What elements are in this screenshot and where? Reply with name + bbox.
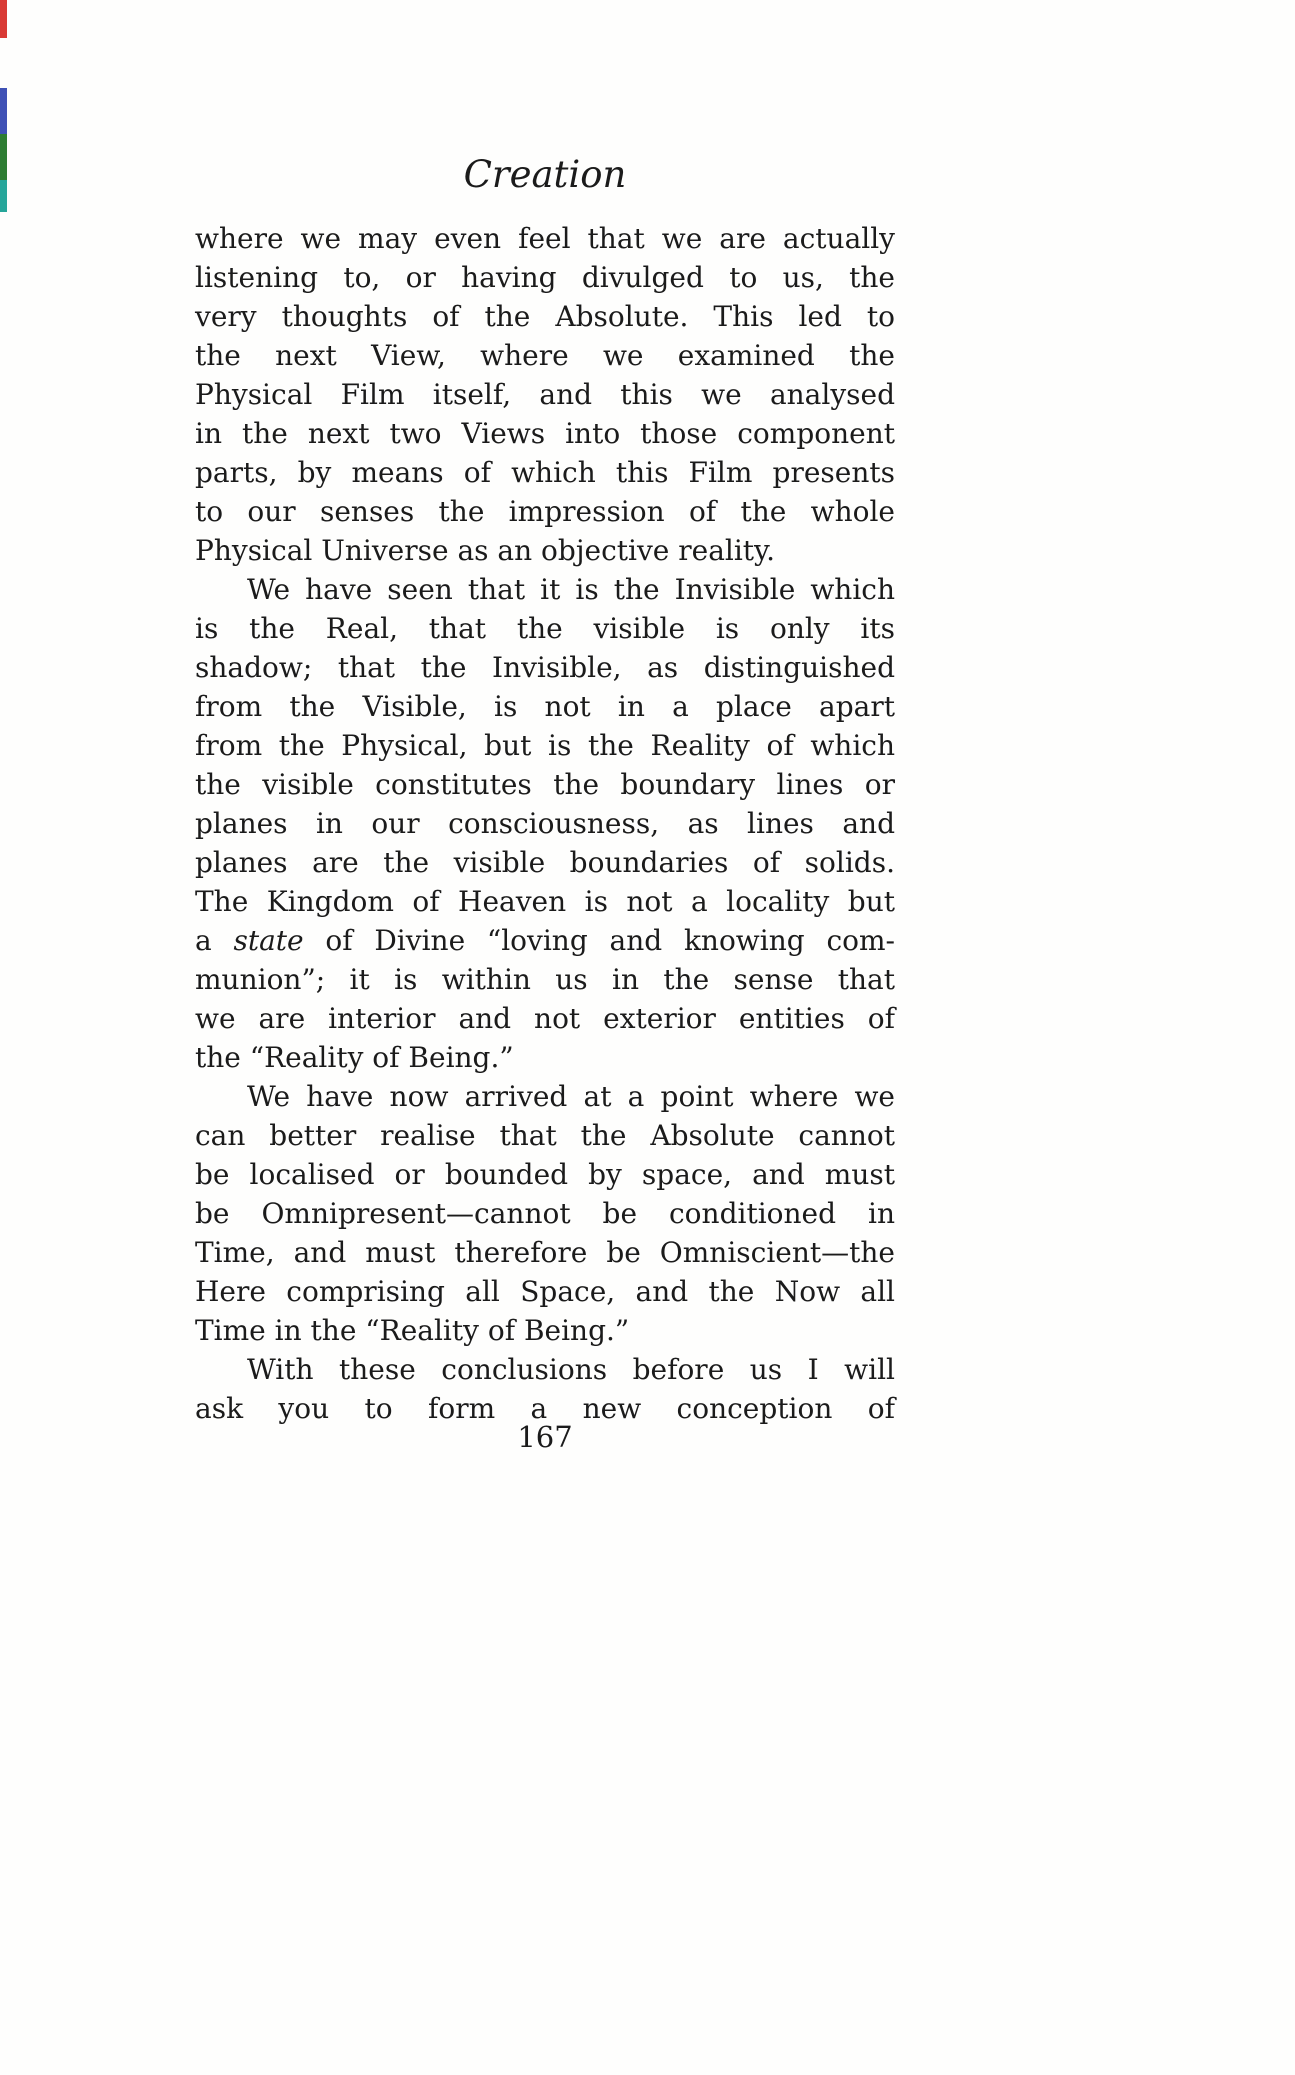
text-segment: in the next two Views into those component: [195, 417, 895, 450]
text-line: [195, 1233, 895, 1272]
text-segment: is the Real, that the visible is only its: [195, 612, 895, 645]
text-segment: The Kingdom of Heaven is not a locality but: [195, 885, 895, 918]
text-line: [195, 1272, 895, 1311]
text-line: [195, 1038, 895, 1077]
text-line: [195, 219, 895, 258]
text-line: [195, 531, 895, 570]
text-segment: where we may even feel that we are actually: [195, 222, 895, 255]
body-text: [195, 219, 895, 1428]
text-line: [195, 648, 895, 687]
text-line: [195, 1194, 895, 1233]
text-segment: be Omnipresent—cannot be conditioned in: [195, 1197, 895, 1230]
text-line: [195, 492, 895, 531]
text-line: [195, 765, 895, 804]
text-segment: planes are the visible boundaries of solids.: [195, 846, 895, 879]
text-segment: Time, and must therefore be Omniscient—the: [195, 1236, 895, 1269]
text-line: [195, 336, 895, 375]
text-line: [195, 1350, 895, 1389]
text-segment: the visible constitutes the boundary lines or: [195, 768, 895, 801]
text-segment: Time in the “Reality of Being.”: [195, 1314, 630, 1347]
edge-color-segment: [0, 180, 7, 212]
text-segment: can better realise that the Absolute cannot: [195, 1119, 895, 1152]
text-segment: a: [195, 924, 234, 957]
text-segment: from the Physical, but is the Reality of which: [195, 729, 895, 762]
text-line: [195, 609, 895, 648]
text-line: [195, 297, 895, 336]
text-line: [195, 804, 895, 843]
edge-color-segment: [0, 0, 7, 38]
scan-edge-color-strip: [0, 0, 7, 2075]
text-segment: shadow; that the Invisible, as distinguished: [195, 651, 895, 684]
text-segment: the “Reality of Being.”: [195, 1041, 514, 1074]
text-line: [195, 882, 895, 921]
page-number: 167: [517, 1420, 573, 1454]
text-line: [195, 1077, 895, 1116]
text-segment: Physical Film itself, and this we analysed: [195, 378, 895, 411]
text-segment: We have now arrived at a point where we: [247, 1080, 895, 1113]
running-header: Creation: [463, 153, 627, 196]
text-segment: listening to, or having divulged to us, the: [195, 261, 895, 294]
text-segment: very thoughts of the Absolute. This led to: [195, 300, 895, 333]
text-segment: be localised or bounded by space, and must: [195, 1158, 895, 1191]
text-segment: parts, by means of which this Film presents: [195, 456, 895, 489]
text-segment: we are interior and not exterior entities of: [195, 1002, 895, 1035]
text-line: [195, 1116, 895, 1155]
edge-color-segment: [0, 134, 7, 180]
text-segment: Physical Universe as an objective reality.: [195, 534, 776, 567]
text-line: [195, 258, 895, 297]
text-line: [195, 687, 895, 726]
text-line: [195, 843, 895, 882]
italic-text-segment: state: [233, 924, 304, 957]
edge-color-segment: [0, 88, 7, 134]
text-line: [195, 726, 895, 765]
text-segment: With these conclusions before us I will: [247, 1353, 895, 1386]
text-line: [195, 960, 895, 999]
text-line: [195, 1155, 895, 1194]
text-line: [195, 414, 895, 453]
text-line: [195, 570, 895, 609]
text-segment: from the Visible, is not in a place apart: [195, 690, 895, 723]
text-line: [195, 1311, 895, 1350]
text-segment: ask you to form a new conception of: [195, 1392, 895, 1425]
text-segment: to our senses the impression of the whole: [195, 495, 895, 528]
text-segment: planes in our consciousness, as lines and: [195, 807, 895, 840]
text-line: [195, 999, 895, 1038]
text-segment: munion”; it is within us in the sense that: [195, 963, 895, 996]
text-segment: of Divine “loving and knowing com-: [303, 924, 896, 957]
text-line: [195, 375, 895, 414]
text-line: [195, 921, 895, 960]
text-segment: We have seen that it is the Invisible which: [247, 573, 895, 606]
text-line: [195, 453, 895, 492]
text-segment: the next View, where we examined the: [195, 339, 895, 372]
text-segment: Here comprising all Space, and the Now all: [195, 1275, 895, 1308]
